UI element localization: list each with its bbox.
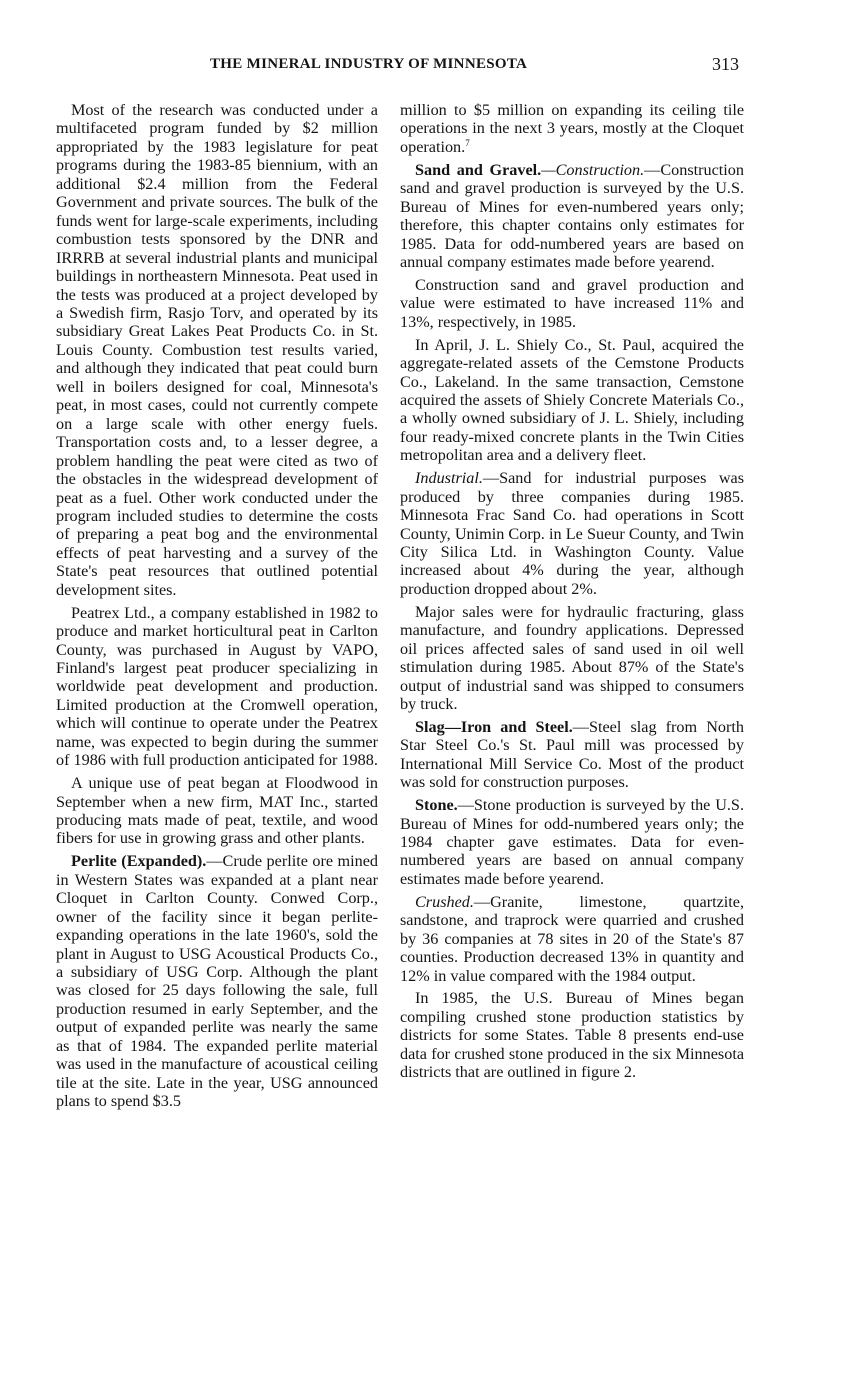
paragraph-shiely: In April, J. L. Shiely Co., St. Paul, acquired the aggregate-related assets of the Cemstone Products Co., Lakeland. In the same transaction, Cemstone acquired the assets of Shiely Concrete Materials Co., a wholly owned subsidiary of J. L. Shiely, including four ready-mixed concrete plants in the Twin Cities metropolitan area and a delivery fleet.: [400, 335, 744, 465]
slag-text: —Steel slag from North Star Steel Co.'s St. Paul mill was processed by International Mill Service Co. Most of the product was sold for construction purposes.: [400, 717, 744, 792]
left-column: [56, 101, 378, 1115]
stone-text: —Stone production is surveyed by the U.S. Bureau of Mines for odd-numbered years only; the 1984 chapter gave estimates. Data for even-numbered years are based on annual company estimates made before yearend.: [400, 796, 744, 888]
industrial-sand-text: —Sand for industrial purposes was produced by three companies during 1985. Minnesota Frac Sand Co. had operations in Scott County, Unimin Corp. in Le Sueur County, and Twin City Silica Ltd. in Washington County. Value increased about 4% during the year, although production dropped about 2%.: [400, 469, 744, 598]
paragraph-stone: [400, 796, 744, 888]
paragraph-districts: In 1985, the U.S. Bureau of Mines began compiling crushed stone production statistics by districts for some States. Table 8 presents end-use data for crushed stone produced in the six Minnesota districts that are outlined in figure 2.: [400, 989, 744, 1082]
paragraph-peatrex: Peatrex Ltd., a company established in 1982 to produce and market horticultural peat in Carlton County, was purchased in August by VAPO, Finland's largest peat producer specializing in worldwide peat development and production. Limited production at the Cromwell operation, which will continue to operate under the Peatrex name, was expected to begin during the summer of 1986 with full production anticipated for 1988.: [56, 603, 378, 770]
perlite-heading: Perlite (Expanded).: [71, 852, 207, 871]
right-column: [400, 101, 744, 1086]
paragraph-crushed: [400, 893, 744, 985]
crushed-subheading: Crushed.: [415, 892, 474, 911]
paragraph-sand-gravel: [400, 161, 744, 272]
page-header: [0, 54, 868, 78]
paragraph-major-sales: Major sales were for hydraulic fracturing, glass manufacture, and foundry applications. Depressed oil prices affected sales of sand used in oil well stimulation during 1985. About 87% of the State's output of industrial sand was shipped to consumers by truck.: [400, 602, 744, 713]
crushed-text: —Granite, limestone, quartzite, sandstone, and traprock were quarried and crushed by 36 companies at 78 sites in 20 of the State's 87 counties. Production decreased 13% in quantity and 12% in value compared with the 1984 output.: [400, 892, 744, 985]
slag-heading: Slag—Iron and Steel.: [415, 717, 573, 736]
paragraph-perlite-continued: [400, 101, 744, 156]
stone-heading: Stone.: [415, 796, 458, 815]
page-number: 313: [712, 54, 739, 74]
paragraph-industrial-sand: [400, 469, 744, 598]
paragraph-mat-inc: A unique use of peat began at Floodwood in September when a new firm, MAT Inc., started producing mats made of peat, textile, and wood fibers for use in growing grass and other plants.: [56, 774, 378, 848]
paragraph-slag: [400, 718, 744, 792]
perlite-text: —Crude perlite ore mined in Western States was expanded at a plant near Cloquet in Carlton County. Conwed Corp., owner of the facility since it began perlite-expanding operations in the late 1960's, sold the plant in August to USG Acoustical Products Co., a subsidiary of USG Corp. Although the plant was closed for 25 days following the sale, full production resumed in early September, and the output of expanded perlite was nearly the same as that of 1984. The expanded perlite material was used in the manufacture of acoustical ceiling tile at the site. Late in the year, USG announced plans to spend $3.5: [56, 852, 378, 1111]
sand-gravel-text: —Construction sand and gravel production is surveyed by the U.S. Bureau of Mines for even-numbered years only; therefore, this chapter contains only estimates for 1985. Data for odd-numbered years are based on annual company estimates made before yearend.: [400, 160, 744, 272]
construction-subheading: —Construction.: [541, 160, 645, 179]
paragraph-construction-increase: Construction sand and gravel production and value were estimated to have increased 11% and 13%, respectively, in 1985.: [400, 275, 744, 331]
running-title: THE MINERAL INDUSTRY OF MINNESOTA: [210, 56, 528, 72]
sand-gravel-heading: Sand and Gravel.: [415, 160, 542, 179]
industrial-subheading: Industrial.: [415, 469, 483, 488]
perlite-continued-text: million to $5 million on expanding its ceiling tile operations in the next 3 years, mostly at the Cloquet operation.: [400, 101, 744, 156]
footnote-marker: 7: [465, 137, 470, 148]
paragraph-peat-research: Most of the research was conducted under a multifaceted program funded by $2 million appropriated by the 1983 legislature for peat programs during the 1983-85 biennium, with an additional $2.4 million from the Federal Government and private sources. The bulk of the funds went for large-scale experiments, including combustion tests sponsored by the DNR and IRRRB at several industrial plants and municipal buildings in northeastern Minnesota. Peat used in the tests was produced at a project developed by a Swedish firm, Rasjo Torv, and operated by its subsidiary Great Lakes Peat Products Co. in St. Louis County. Combustion test results varied, and although they indicated that peat could burn well in boilers designed for coal, Minnesota's peat, in most cases, could not currently compete on a large scale with other energy fuels. Transportation costs and, to a lesser degree, a problem handling the peat were cited as two of the obstacles in the widespread development of peat as a fuel. Other work conducted under the program included studies to determine the costs of preparing a peat bog and the environmental effects of peat harvesting and a survey of the State's peat resources that outlined potential development sites.: [56, 101, 378, 599]
paragraph-perlite: [56, 852, 378, 1110]
